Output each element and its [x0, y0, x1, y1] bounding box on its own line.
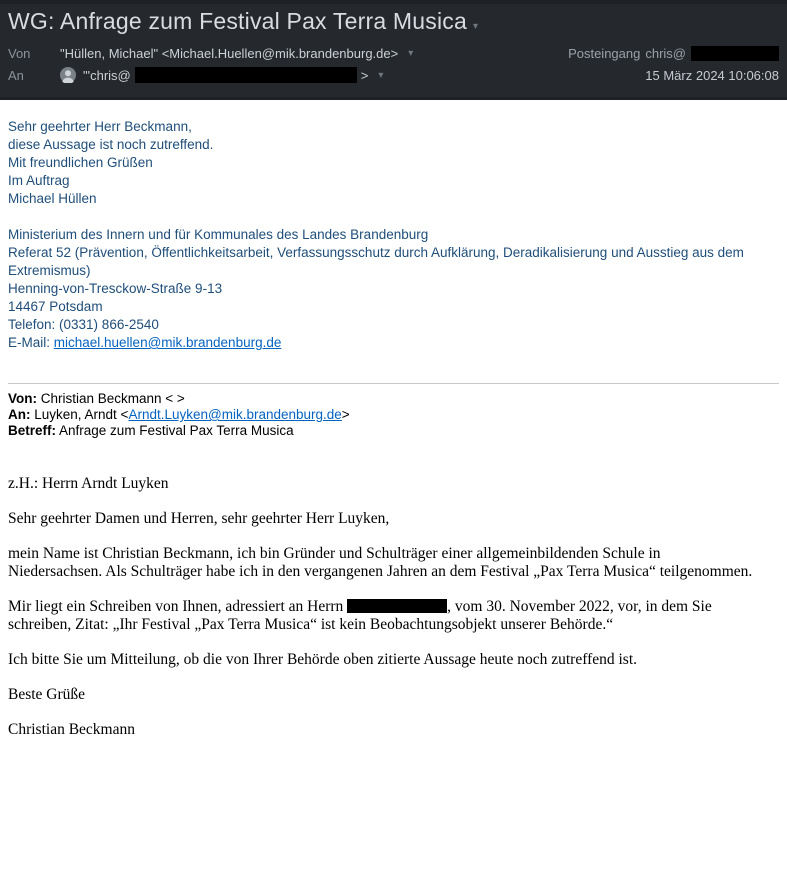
subject-dropdown-icon[interactable]: ▾: [472, 21, 479, 32]
from-value: [60, 46, 413, 61]
message-date: 15 März 2024 10:06:08: [645, 67, 779, 83]
quoted-subject-label: Betreff:: [8, 423, 57, 438]
to-row: [8, 64, 413, 86]
quoted-from-line: [8, 391, 779, 407]
from-label: Von: [8, 45, 31, 61]
message-body: [0, 100, 787, 739]
date-row: [568, 64, 779, 86]
to-label: An: [8, 67, 24, 83]
quoted-to-label: An:: [8, 407, 31, 422]
folder-label: Posteingang: [568, 45, 641, 61]
closing-line-2: Im Auftrag: [8, 173, 70, 188]
paragraph-2-after-redaction: , vom 30. November 2022, vor, in dem Sie schreiben, Zitat: „Ihr Festival „Pax Terra Musica“ ist kein Beobachtungsobjekt unserer Behörde.“: [8, 598, 712, 633]
signature-line: Henning-von-Tresckow-Straße 9-13: [8, 281, 223, 296]
quoted-to-prefix: Luyken, Arndt <: [30, 407, 129, 422]
signature-email-line: [8, 334, 765, 352]
from-row: [8, 42, 413, 64]
to-address-prefix[interactable]: "'chris@: [83, 67, 131, 83]
email-subject: WG: Anfrage zum Festival Pax Terra Musica: [8, 8, 467, 34]
addresses-block: [8, 42, 413, 86]
signature-email-link[interactable]: michael.huellen@mik.brandenburg.de: [53, 335, 282, 350]
quoted-to-suffix: >: [341, 407, 350, 422]
quoted-salutation: Sehr geehrter Damen und Herren, sehr geehrter Herr Luyken,: [8, 510, 390, 527]
to-value: [60, 67, 383, 83]
folder-row: [568, 42, 779, 64]
from-dropdown-icon[interactable]: ▾: [408, 47, 414, 59]
folder-date-block: [568, 42, 779, 86]
signature-line: 14467 Potsdam: [8, 299, 103, 314]
contact-avatar-icon: [60, 67, 76, 83]
reply-sender-name: Michael Hüllen: [8, 191, 97, 206]
redaction-bar-name: [347, 599, 447, 613]
reply-text-block: [8, 100, 765, 352]
reply-greeting: Sehr geehrter Herr Beckmann,: [8, 119, 192, 134]
account-name: chris@: [645, 45, 686, 61]
quoted-to-line: [8, 407, 779, 423]
redaction-bar-account: [691, 46, 779, 61]
to-dropdown-icon[interactable]: ▾: [378, 69, 384, 81]
subject-row: [0, 4, 787, 35]
quoted-subject-value: Anfrage zum Festival Pax Terra Musica: [56, 423, 294, 438]
quoted-to-email-link[interactable]: Arndt.Luyken@mik.brandenburg.de: [128, 407, 342, 422]
quoted-from-value: Christian Beckmann < >: [37, 391, 185, 406]
to-address-suffix: >: [360, 67, 369, 83]
quoted-attn: z.H.: Herrn Arndt Luyken: [8, 475, 169, 492]
signature-line: Ministerium des Innern und für Kommunales des Landes Brandenburg: [8, 227, 429, 242]
paragraph-2-before-redaction: Mir liegt ein Schreiben von Ihnen, adressiert an Herrn: [8, 598, 344, 615]
email-label: E-Mail:: [8, 335, 54, 350]
from-address[interactable]: "Hüllen, Michael" <Michael.Huellen@mik.brandenburg.de>: [60, 45, 399, 61]
quoted-body: [8, 475, 755, 739]
quoted-headers: [8, 391, 779, 439]
header-meta: [0, 35, 787, 86]
redaction-bar-to-address: [135, 67, 357, 83]
reply-statement: diese Aussage ist noch zutreffend.: [8, 137, 214, 152]
quoted-paragraph-3: Ich bitte Sie um Mitteilung, ob die von Ihrer Behörde oben zitierte Aussage heute noch zutreffend ist.: [8, 651, 638, 668]
email-header: [0, 0, 787, 100]
quoted-paragraph-1: mein Name ist Christian Beckmann, ich bin Gründer und Schulträger einer allgemeinbildenden Schule in Niedersachsen. Als Schulträger habe ich in den vergangenen Jahren an dem Festival „Pax Terra Musica“ teilgenommen.: [8, 545, 753, 580]
quoted-paragraph-2: [8, 598, 755, 634]
quoted-from-label: Von:: [8, 391, 37, 406]
closing-line-1: Mit freundlichen Grüßen: [8, 155, 153, 170]
quoted-signature: Christian Beckmann: [8, 721, 135, 738]
signature-line: Referat 52 (Prävention, Öffentlichkeitsarbeit, Verfassungsschutz durch Aufklärung, Deradikalisierung und Ausstieg aus dem Extremismus): [8, 245, 744, 278]
quoted-message-divider: [8, 383, 779, 384]
signature-block: [8, 226, 765, 352]
quoted-closing: Beste Grüße: [8, 686, 86, 703]
reply-closing: [8, 154, 765, 190]
quoted-subject-line: [8, 423, 779, 439]
signature-line: Telefon: (0331) 866-2540: [8, 317, 159, 332]
